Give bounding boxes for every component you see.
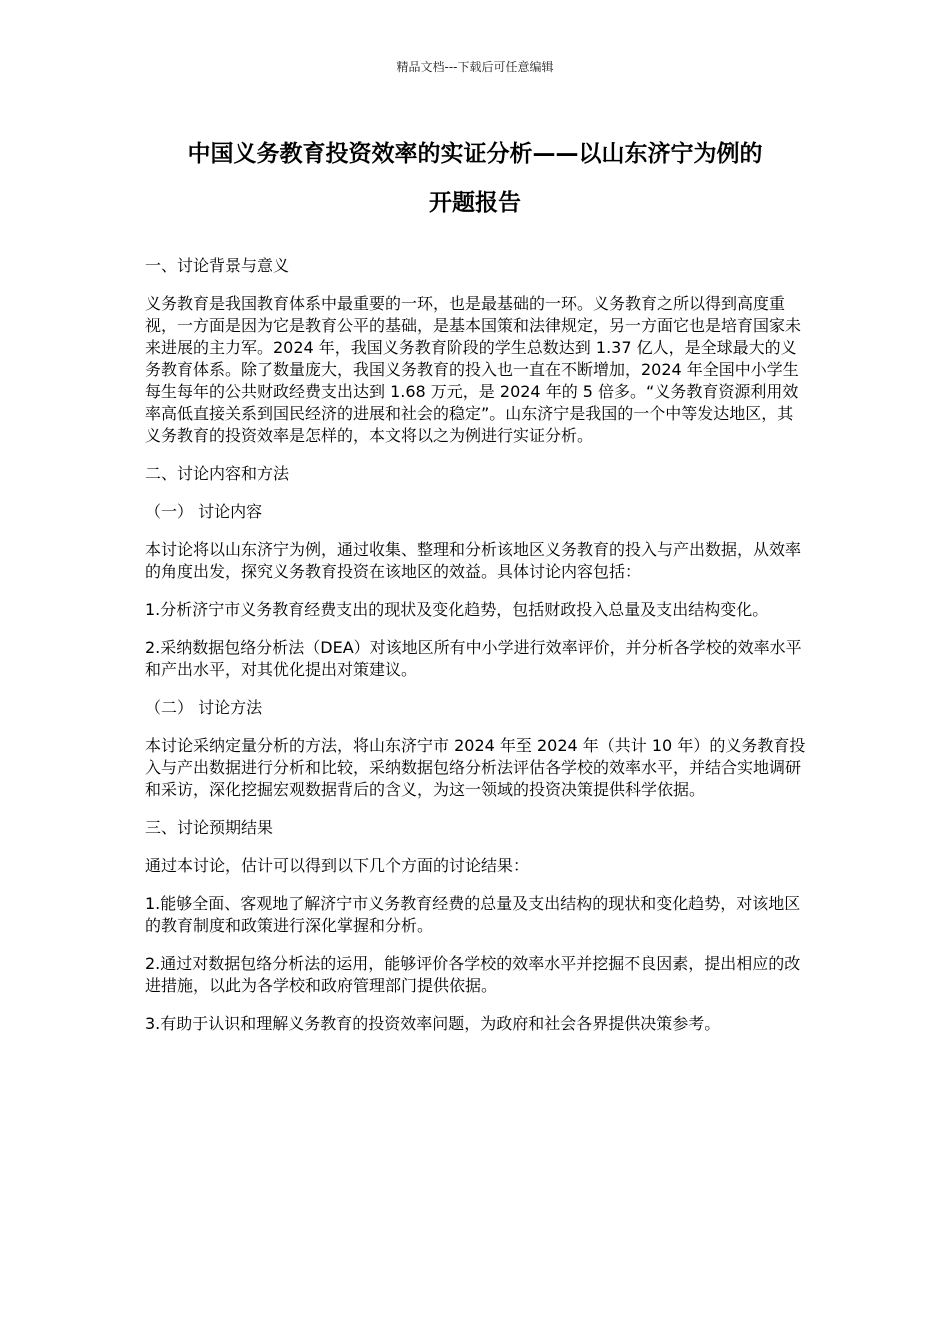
paragraph-results-intro: 通过本讨论，估计可以得到以下几个方面的讨论结果：	[145, 856, 530, 875]
paragraph-content-intro: 本讨论将以山东济宁为例，通过收集、整理和分析该地区义务教育的投入与产出数据，从效率的角度出发，探究义务教育投资在该地区的效益。具体讨论内容包括：	[145, 540, 802, 581]
section-heading-background: 一、讨论背景与意义	[145, 256, 290, 275]
document-title-line-2: 开题报告	[429, 190, 521, 216]
list-item-result-2: 2.通过对数据包络分析法的运用，能够评价各学校的效率水平并挖掘不良因素，提出相应的改进措施，以此为各学校和政府管理部门提供依据。	[145, 954, 801, 995]
paragraph-background: 义务教育是我国教育体系中最重要的一环，也是最基础的一环。义务教育之所以得到高度重视，一方面是因为它是教育公平的基础，是基本国策和法律规定，另一方面它也是培育国家未来进展的主力军。2024 年，我国义务教育阶段的学生总数达到 1.37 亿人，是全球最大的义务教育体系。除了数量庞大，我国义务教育的投入也一直在不断增加，2024 年全国中小学生每生每年的公共财政经费支出达到 1.68 万元，是 2024 年的 5 倍多。“义务教育资源利用效率高低直接关系到国民经济的进展和社会的稳定”。山东济宁是我国的一个中等发达地区，其义务教育的投资效率是怎样的，本文将以之为例进行实证分析。	[145, 294, 802, 445]
document-body	[145, 255, 807, 1051]
list-item-result-3: 3.有助于认识和理解义务教育的投资效率问题，为政府和社会各界提供决策参考。	[145, 1014, 721, 1033]
paragraph-method: 本讨论采纳定量分析的方法，将山东济宁市 2024 年至 2024 年（共计 10 年）的义务教育投入与产出数据进行分析和比较，采纳数据包络分析法评估各学校的效率水平，并结合实地调研和采访，深化挖掘宏观数据背后的含义，为这一领域的投资决策提供科学依据。	[145, 736, 806, 799]
subsection-heading-content: （一） 讨论内容	[145, 502, 263, 521]
list-item-result-1: 1.能够全面、客观地了解济宁市义务教育经费的总量及支出结构的现状和变化趋势，对该地区的教育制度和政策进行深化掌握和分析。	[145, 894, 801, 935]
document-title	[130, 130, 820, 228]
list-item-content-2: 2.采纳数据包络分析法（DEA）对该地区所有中小学进行效率评价，并分析各学校的效率水平和产出水平，对其优化提出对策建议。	[145, 638, 802, 679]
section-heading-content-method: 二、讨论内容和方法	[145, 464, 290, 483]
document-title-line-1: 中国义务教育投资效率的实证分析——以山东济宁为例的	[187, 141, 763, 167]
list-item-content-1: 1.分析济宁市义务教育经费支出的现状及变化趋势，包括财政投入总量及支出结构变化。	[145, 600, 769, 619]
subsection-heading-method: （二） 讨论方法	[145, 698, 263, 717]
page-header-watermark: 精品文档---下载后可任意编辑	[396, 60, 554, 74]
section-heading-expected-results: 三、讨论预期结果	[145, 818, 274, 837]
